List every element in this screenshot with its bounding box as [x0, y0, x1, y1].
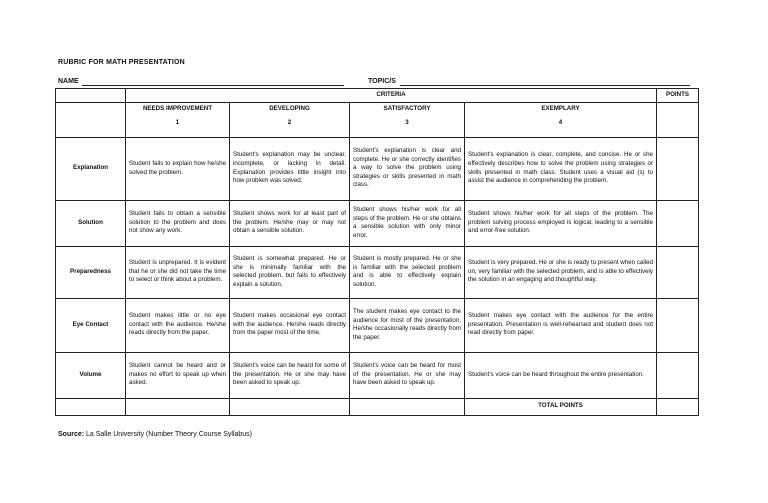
level-score: 1	[175, 119, 180, 127]
criterion-label: Solution	[56, 200, 126, 246]
level-score: 4	[558, 119, 563, 127]
level-label: SATISFACTORY	[383, 104, 431, 112]
rubric-cell: Student shows his/her work for all steps of the problem. The problem solving process employed is logical, leading to a sensible and error-free solution.	[465, 200, 657, 246]
points-cell	[657, 200, 699, 246]
points-header: POINTS	[657, 89, 699, 103]
name-line	[82, 85, 344, 86]
table-row	[56, 352, 699, 398]
topic-label: TOPIC/S	[368, 78, 396, 85]
rubric-cell: Student is unprepared. It is evident that he or she did not take the time to select or think about a problem.	[126, 246, 230, 298]
rubric-cell: Student is very prepared. He or she is ready to present when called on, very familiar with the selected problem, and is able to effectively the solution in an engaging and thoughtful way.	[465, 246, 657, 298]
level-label: EXEMPLARY	[541, 104, 580, 112]
total-points-label: TOTAL POINTS	[465, 398, 657, 415]
name-topic-row	[58, 78, 698, 88]
criteria-header: CRITERIA	[126, 89, 657, 103]
rubric-cell: Student makes occasional eye contact with the audience. He/she reads directly from the paper most of the time.	[230, 298, 350, 352]
points-cell	[657, 246, 699, 298]
criterion-label: Eye Contact	[56, 298, 126, 352]
rubric-cell: Student's explanation is clear and complete. He or she correctly identifies a way to solve the problem using strategies or skills presented in math class.	[350, 137, 465, 200]
blank-cell	[350, 398, 465, 415]
points-cell	[657, 298, 699, 352]
level-header-1	[126, 102, 230, 137]
level-score: 2	[287, 119, 292, 127]
rubric-cell: Student fails to explain how he/she solved the problem.	[126, 137, 230, 200]
table-row	[56, 246, 699, 298]
rubric-cell: Student's explanation is clear, complete, and concise. He or she effectively describes how to solve the problem using strategies or skills presented in math class. Student uses a visual aid (s) to assist the audience in comprehending the problem.	[465, 137, 657, 200]
rubric-cell: Student cannot be heard and or makes no effort to speak up when asked.	[126, 352, 230, 398]
points-cell	[657, 137, 699, 200]
rubric-cell: Student's voice can be heard for some of the presentation. He or she may have been asked to speak up.	[230, 352, 350, 398]
rubric-cell: Student's explanation may be unclear, incomplete, or lacking in detail. Explanation provides little insight into how problem was solved.	[230, 137, 350, 200]
points-cell	[657, 352, 699, 398]
table-row	[56, 200, 699, 246]
rubric-cell: Student's voice can be heard throughout the entire presentation.	[465, 352, 657, 398]
points-cell	[657, 102, 699, 137]
level-header-2	[230, 102, 350, 137]
level-header-3	[350, 102, 465, 137]
rubric-cell: Student is somewhat prepared. He or she is minimally familiar with the selected problem, but fails to effectively explain a solution.	[230, 246, 350, 298]
criterion-label: Explanation	[56, 137, 126, 200]
table-row	[56, 137, 699, 200]
level-label: DEVELOPING	[269, 104, 310, 112]
rubric-table	[55, 88, 699, 416]
blank-cell	[56, 398, 126, 415]
rubric-cell: Student makes little or no eye contact with the audience. He/she reads directly from the paper.	[126, 298, 230, 352]
rubric-cell: Student shows his/her work for all steps of the problem. He or she obtains a sensible solution with only minor error.	[350, 200, 465, 246]
criterion-label: Preparedness	[56, 246, 126, 298]
rubric-cell: Student shows work for at least part of the problem. He/she may or may not obtain a sensible solution.	[230, 200, 350, 246]
source-text: La Salle University (Number Theory Course Syllabus)	[86, 431, 253, 438]
criterion-label: Volume	[56, 352, 126, 398]
blank-cell	[230, 398, 350, 415]
topic-line	[400, 85, 690, 86]
rubric-cell: Student's voice can be heard for most of the presentation. He or she may have been asked to speak up.	[350, 352, 465, 398]
blank-cell	[126, 398, 230, 415]
level-header-4	[465, 102, 657, 137]
total-points-cell	[657, 398, 699, 415]
source-label: Source:	[58, 431, 85, 438]
level-score: 3	[405, 119, 409, 127]
rubric-title: RUBRIC FOR MATH PRESENTATION	[58, 59, 185, 66]
total-row	[56, 398, 699, 415]
name-label: NAME	[58, 78, 79, 85]
level-label: NEEDS IMPROVEMENT	[142, 104, 213, 112]
blank-corner-cell	[56, 89, 126, 103]
rubric-cell: The student makes eye contact to the audience for most of the presentation. He/she occasionally reads directly from the paper.	[350, 298, 465, 352]
levels-header-row	[56, 102, 699, 137]
source-caption	[58, 431, 252, 438]
rubric-cell: Student makes eye contact with the audience for the entire presentation. Presentation is well-rehearsed and student does not read directly from paper.	[465, 298, 657, 352]
rubric-cell: Student fails to obtain a sensible solution to the problem and does not show any work.	[126, 200, 230, 246]
table-row	[56, 298, 699, 352]
rubric-cell: Student is mostly prepared. He or she is familiar with the selected problem and is able to effectively explain solution.	[350, 246, 465, 298]
blank-level-cell	[56, 102, 126, 137]
criteria-header-row	[56, 89, 699, 103]
